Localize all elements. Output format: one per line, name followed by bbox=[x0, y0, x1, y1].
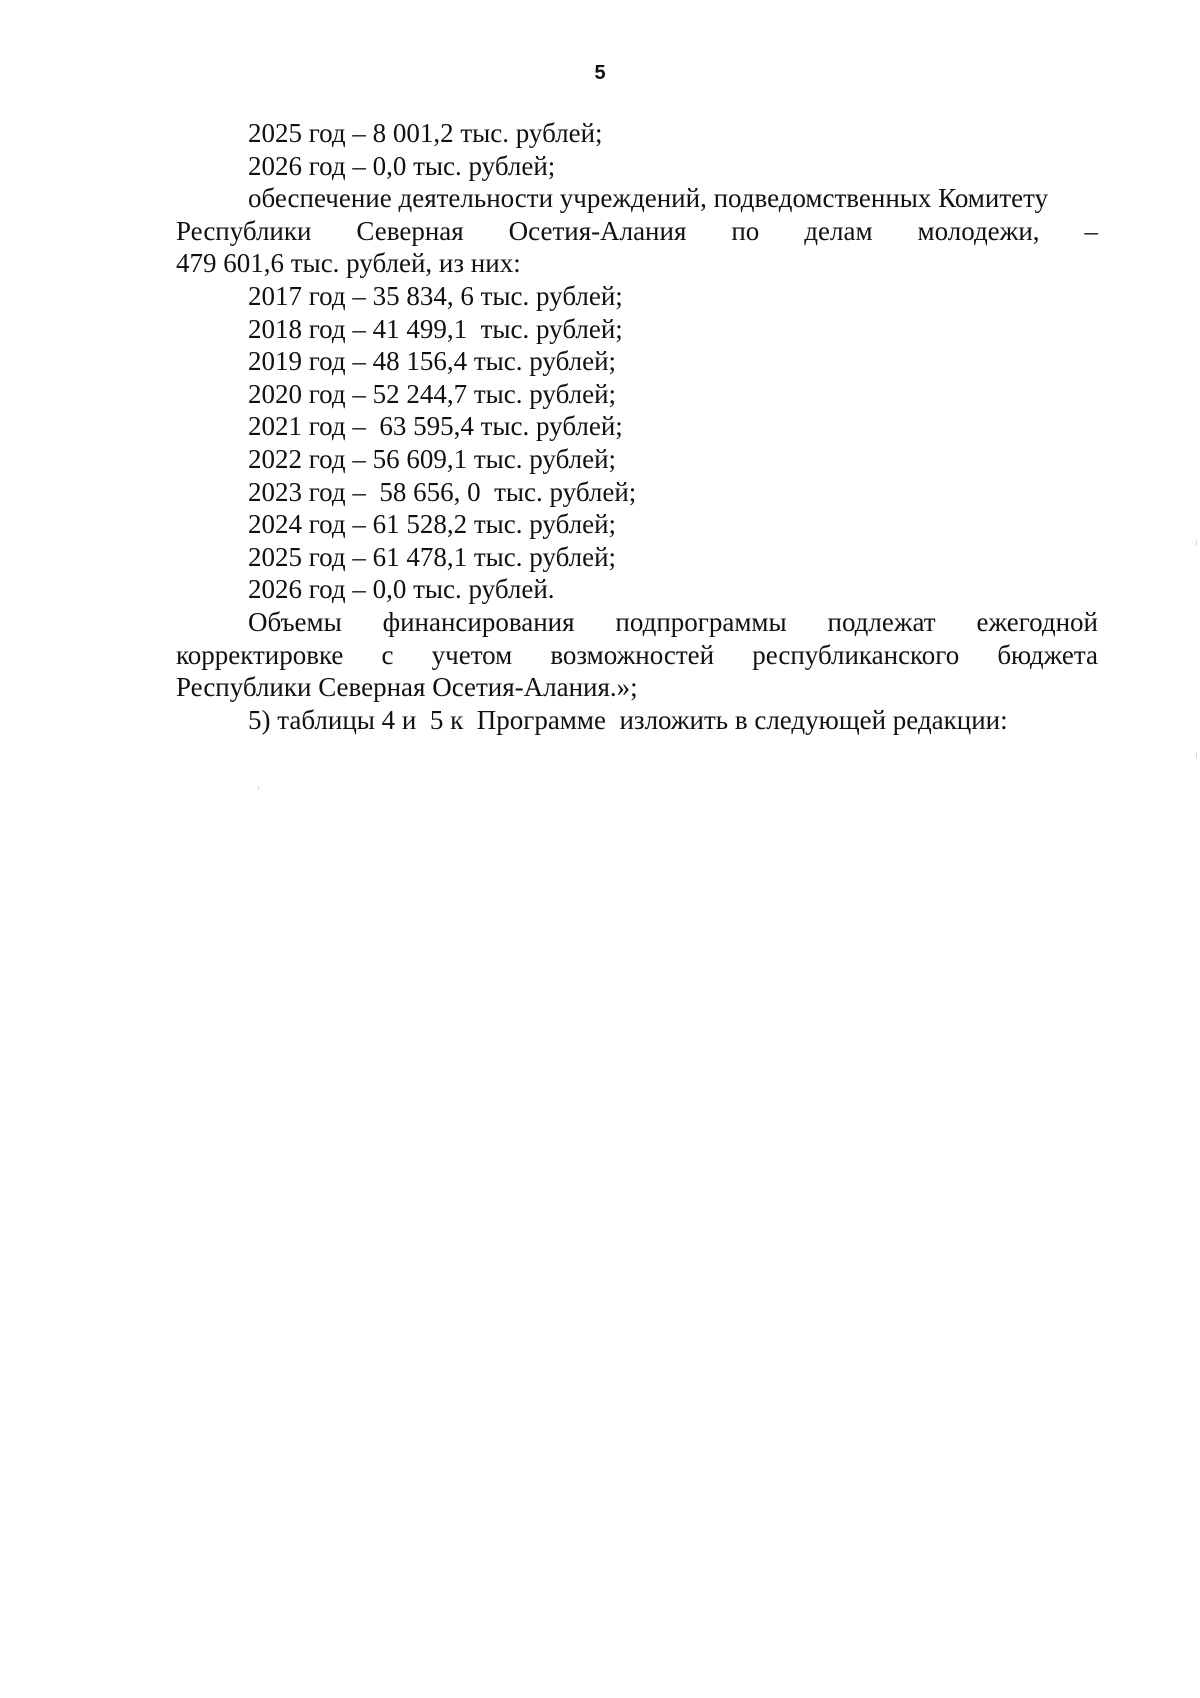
scan-speck bbox=[258, 786, 259, 790]
scan-edge-mark-bottom bbox=[1196, 752, 1197, 758]
institutions-paragraph-line-2: Республики Северная Осетия-Алания по делам молодежи, – bbox=[176, 215, 1098, 246]
year-line-2020: 2020 год – 52 244,7 тыс. рублей; bbox=[248, 378, 617, 409]
year-line-2017: 2017 год – 35 834, 6 тыс. рублей; bbox=[248, 280, 623, 311]
scan-edge-mark-top bbox=[1196, 540, 1197, 546]
funding-note-line-1: Объемы финансирования подпрограммы подлежат ежегодной bbox=[248, 606, 1098, 637]
funding-note-line-3: Республики Северная Осетия-Алания.»; bbox=[176, 672, 638, 703]
year-line-2019: 2019 год – 48 156,4 тыс. рублей; bbox=[248, 346, 617, 377]
year-line-2023: 2023 год – 58 656, 0 тыс. рублей; bbox=[248, 476, 637, 507]
institutions-paragraph-line-1: обеспечение деятельности учреждений, подведомственных Комитету bbox=[248, 183, 1049, 214]
document-body bbox=[176, 117, 1098, 736]
year-line-2022: 2022 год – 56 609,1 тыс. рублей; bbox=[248, 443, 617, 474]
year-line-2025: 2025 год – 61 478,1 тыс. рублей; bbox=[248, 541, 617, 572]
year-line-2024: 2024 год – 61 528,2 тыс. рублей; bbox=[248, 509, 617, 540]
page-number: 5 bbox=[594, 62, 606, 84]
funding-note-line-2: корректировке с учетом возможностей республиканского бюджета bbox=[176, 639, 1098, 670]
institutions-paragraph-line-3: 479 601,6 тыс. рублей, из них: bbox=[176, 248, 521, 279]
funding-line-2025: 2025 год – 8 001,2 тыс. рублей; bbox=[248, 118, 603, 148]
year-line-2021: 2021 год – 63 595,4 тыс. рублей; bbox=[248, 411, 623, 442]
year-line-2018: 2018 год – 41 499,1 тыс. рублей; bbox=[248, 313, 623, 344]
year-line-2026: 2026 год – 0,0 тыс. рублей. bbox=[248, 574, 555, 605]
funding-line-2026: 2026 год – 0,0 тыс. рублей; bbox=[248, 150, 556, 181]
tables-instruction: 5) таблицы 4 и 5 к Программе изложить в следующей редакции: bbox=[248, 704, 1008, 735]
